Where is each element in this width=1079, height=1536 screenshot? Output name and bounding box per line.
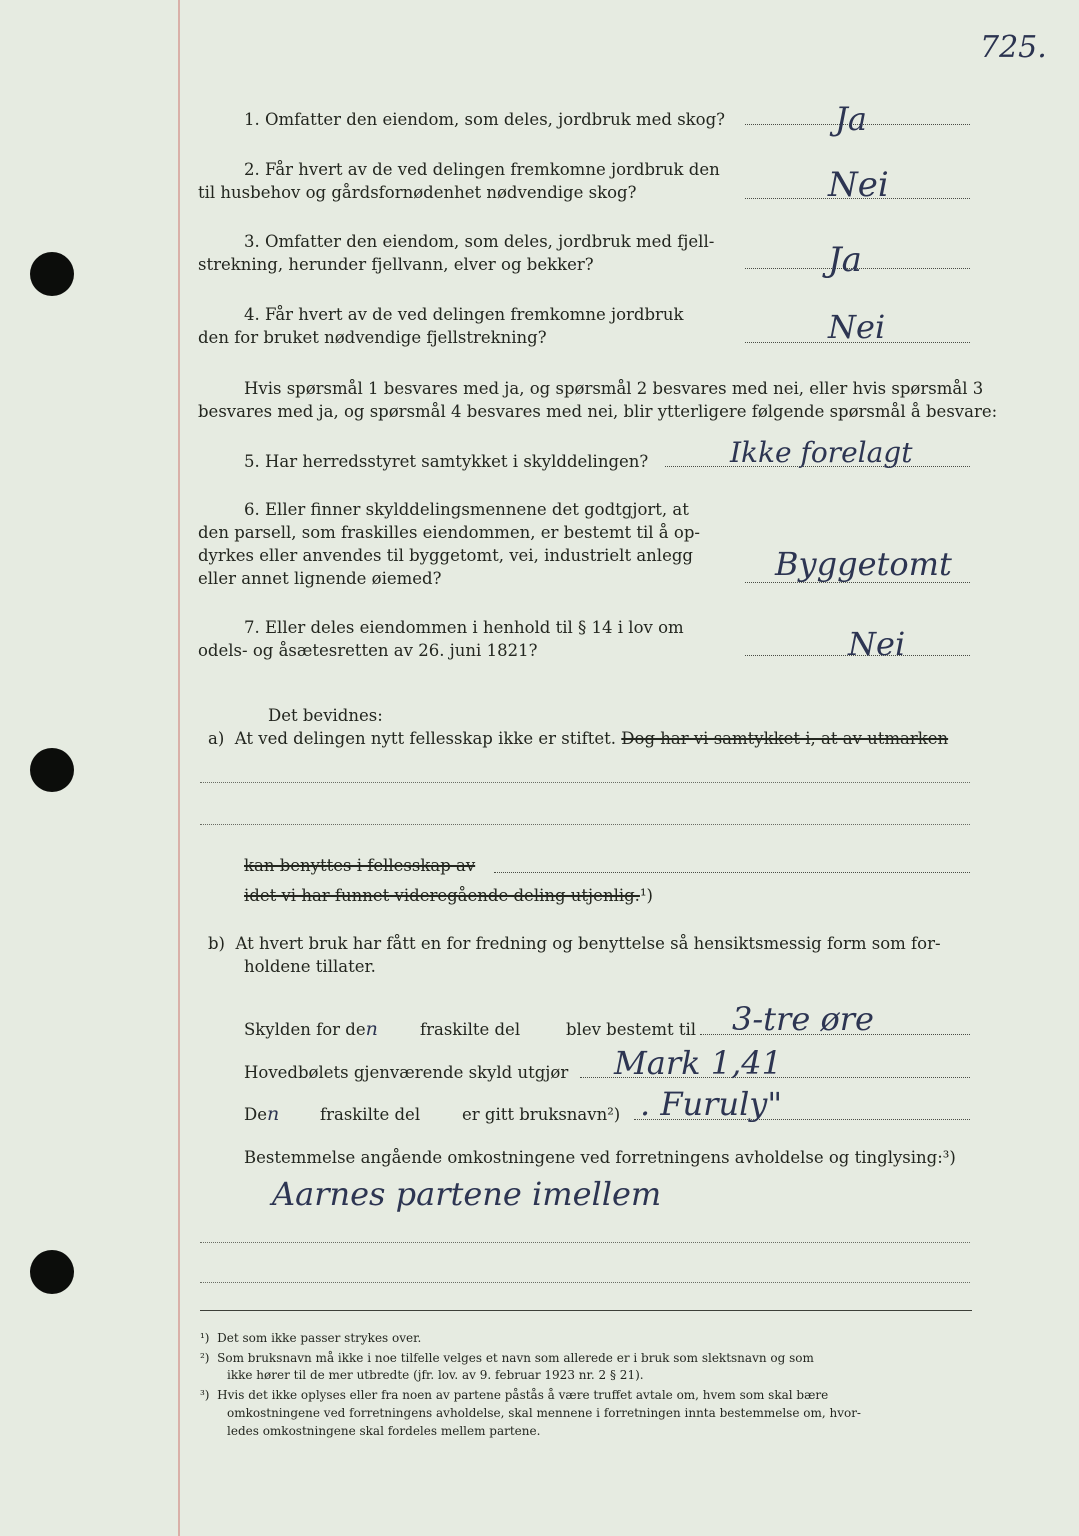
punch-hole [30,252,74,296]
struck-text: Dog har vi samtykket i, at av utmarken [621,729,949,748]
struck-line: idet vi har funnet videregående deling utjenlig.¹) [244,886,653,905]
blank-line [200,1242,970,1243]
question-6-cont: den parsell, som fraskilles eiendommen, er bestemt til å op- [198,523,700,542]
struck-line: kan benyttes i fellesskap av [244,856,476,875]
footnote-3: ³) Hvis det ikke oplyses eller fra noen av partene påstås å være truffet avtale om, hvem som skal bære [200,1388,829,1402]
blank-line [200,1282,970,1283]
footnote-3-cont: ledes omkostningene skal fordeles mellem partene. [227,1424,541,1438]
skyld-line-1: Skylden for den [244,1018,378,1040]
footnote-1: ¹) Det som ikke passer strykes over. [200,1331,422,1345]
hovedbol-answer: Mark 1,41 [614,1044,782,1082]
omkostning-answer: Aarnes partene imellem [272,1175,662,1213]
question-5: 5. Har herredsstyret samtykket i skylddelingen? [244,452,649,471]
question-1: 1. Omfatter den eiendom, som deles, jordbruk med skog? [244,110,726,129]
question-3-cont: strekning, herunder fjellvann, elver og bekker? [198,255,594,274]
question-2-cont: til husbehov og gårdsfornødenhet nødvendige skog? [198,183,637,202]
blank-line [200,824,970,825]
answer-5: Ikke forelagt [730,436,913,469]
question-6-cont: eller annet lignende øiemed? [198,569,442,588]
answer-4: Nei [828,308,886,346]
question-4-cont: den for bruket nødvendige fjellstrekning? [198,328,547,347]
answer-7: Nei [848,625,906,663]
skyld-line-3c: er gitt bruksnavn²) [462,1105,621,1124]
answer-1: Ja [835,100,867,138]
question-4: 4. Får hvert av de ved delingen fremkomne jordbruk [244,305,684,324]
skyld-line-1c: blev bestemt til [566,1020,697,1039]
footnote-divider [200,1310,972,1311]
question-3: 3. Omfatter den eiendom, som deles, jordbruk med fjell- [244,232,715,251]
punch-hole [30,1250,74,1294]
skyld-line-2: Hovedbølets gjenværende skyld utgjør [244,1063,569,1082]
question-2: 2. Får hvert av de ved delingen fremkomne jordbruk den [244,160,720,179]
question-6: 6. Eller finner skylddelingsmennene det godtgjort, at [244,500,689,519]
skyld-answer: 3-tre øre [732,1000,874,1038]
blank-line [494,872,970,873]
margin-line [178,0,180,1536]
item-b: b) At hvert bruk har fått en for fredning og benyttelse så hensiktsmessig form som for- [208,934,941,953]
page-number: 725. [980,30,1047,65]
answer-2: Nei [828,165,889,205]
answer-6: Byggetomt [775,545,952,583]
condition-text-cont: besvares med ja, og spørsmål 4 besvares med nei, blir ytterligere følgende spørsmål å besvare: [198,402,998,421]
skyld-line-3: Den [244,1103,280,1125]
skyld-line-3b: fraskilte del [320,1105,421,1124]
condition-text: Hvis spørsmål 1 besvares med ja, og spørsmål 2 besvares med nei, eller hvis spørsmål 3 [244,379,984,398]
footnote-3-cont: omkostningene ved forretningens avholdelse, skal mennene i forretningen innta bestemmelse om, hvor- [227,1406,861,1420]
punch-hole [30,748,74,792]
bruksnavn-answer: . Furuly" [640,1085,783,1123]
bevidnes-heading: Det bevidnes: [268,706,383,725]
footnote-2-cont: ikke hører til de mer utbredte (jfr. lov. av 9. februar 1923 nr. 2 § 21). [227,1368,644,1382]
answer-3: Ja [828,240,862,280]
footnote-2: ²) Som bruksnavn må ikke i noe tilfelle velges et navn som allerede er i bruk som slektsnavn og som [200,1351,814,1365]
item-a: a) At ved delingen nytt fellesskap ikke er stiftet. Dog har vi samtykket i, at av utmarken [208,729,949,748]
skyld-line-4: Bestemmelse angående omkostningene ved forretningens avholdelse og tinglysing:³) [244,1148,956,1167]
question-7-cont: odels- og åsætesretten av 26. juni 1821? [198,641,538,660]
item-b-cont: holdene tillater. [244,957,376,976]
skyld-line-1b: fraskilte del [420,1020,521,1039]
question-7: 7. Eller deles eiendommen i henhold til § 14 i lov om [244,618,684,637]
blank-line [200,782,970,783]
question-6-cont: dyrkes eller anvendes til byggetomt, vei, industrielt anlegg [198,546,693,565]
